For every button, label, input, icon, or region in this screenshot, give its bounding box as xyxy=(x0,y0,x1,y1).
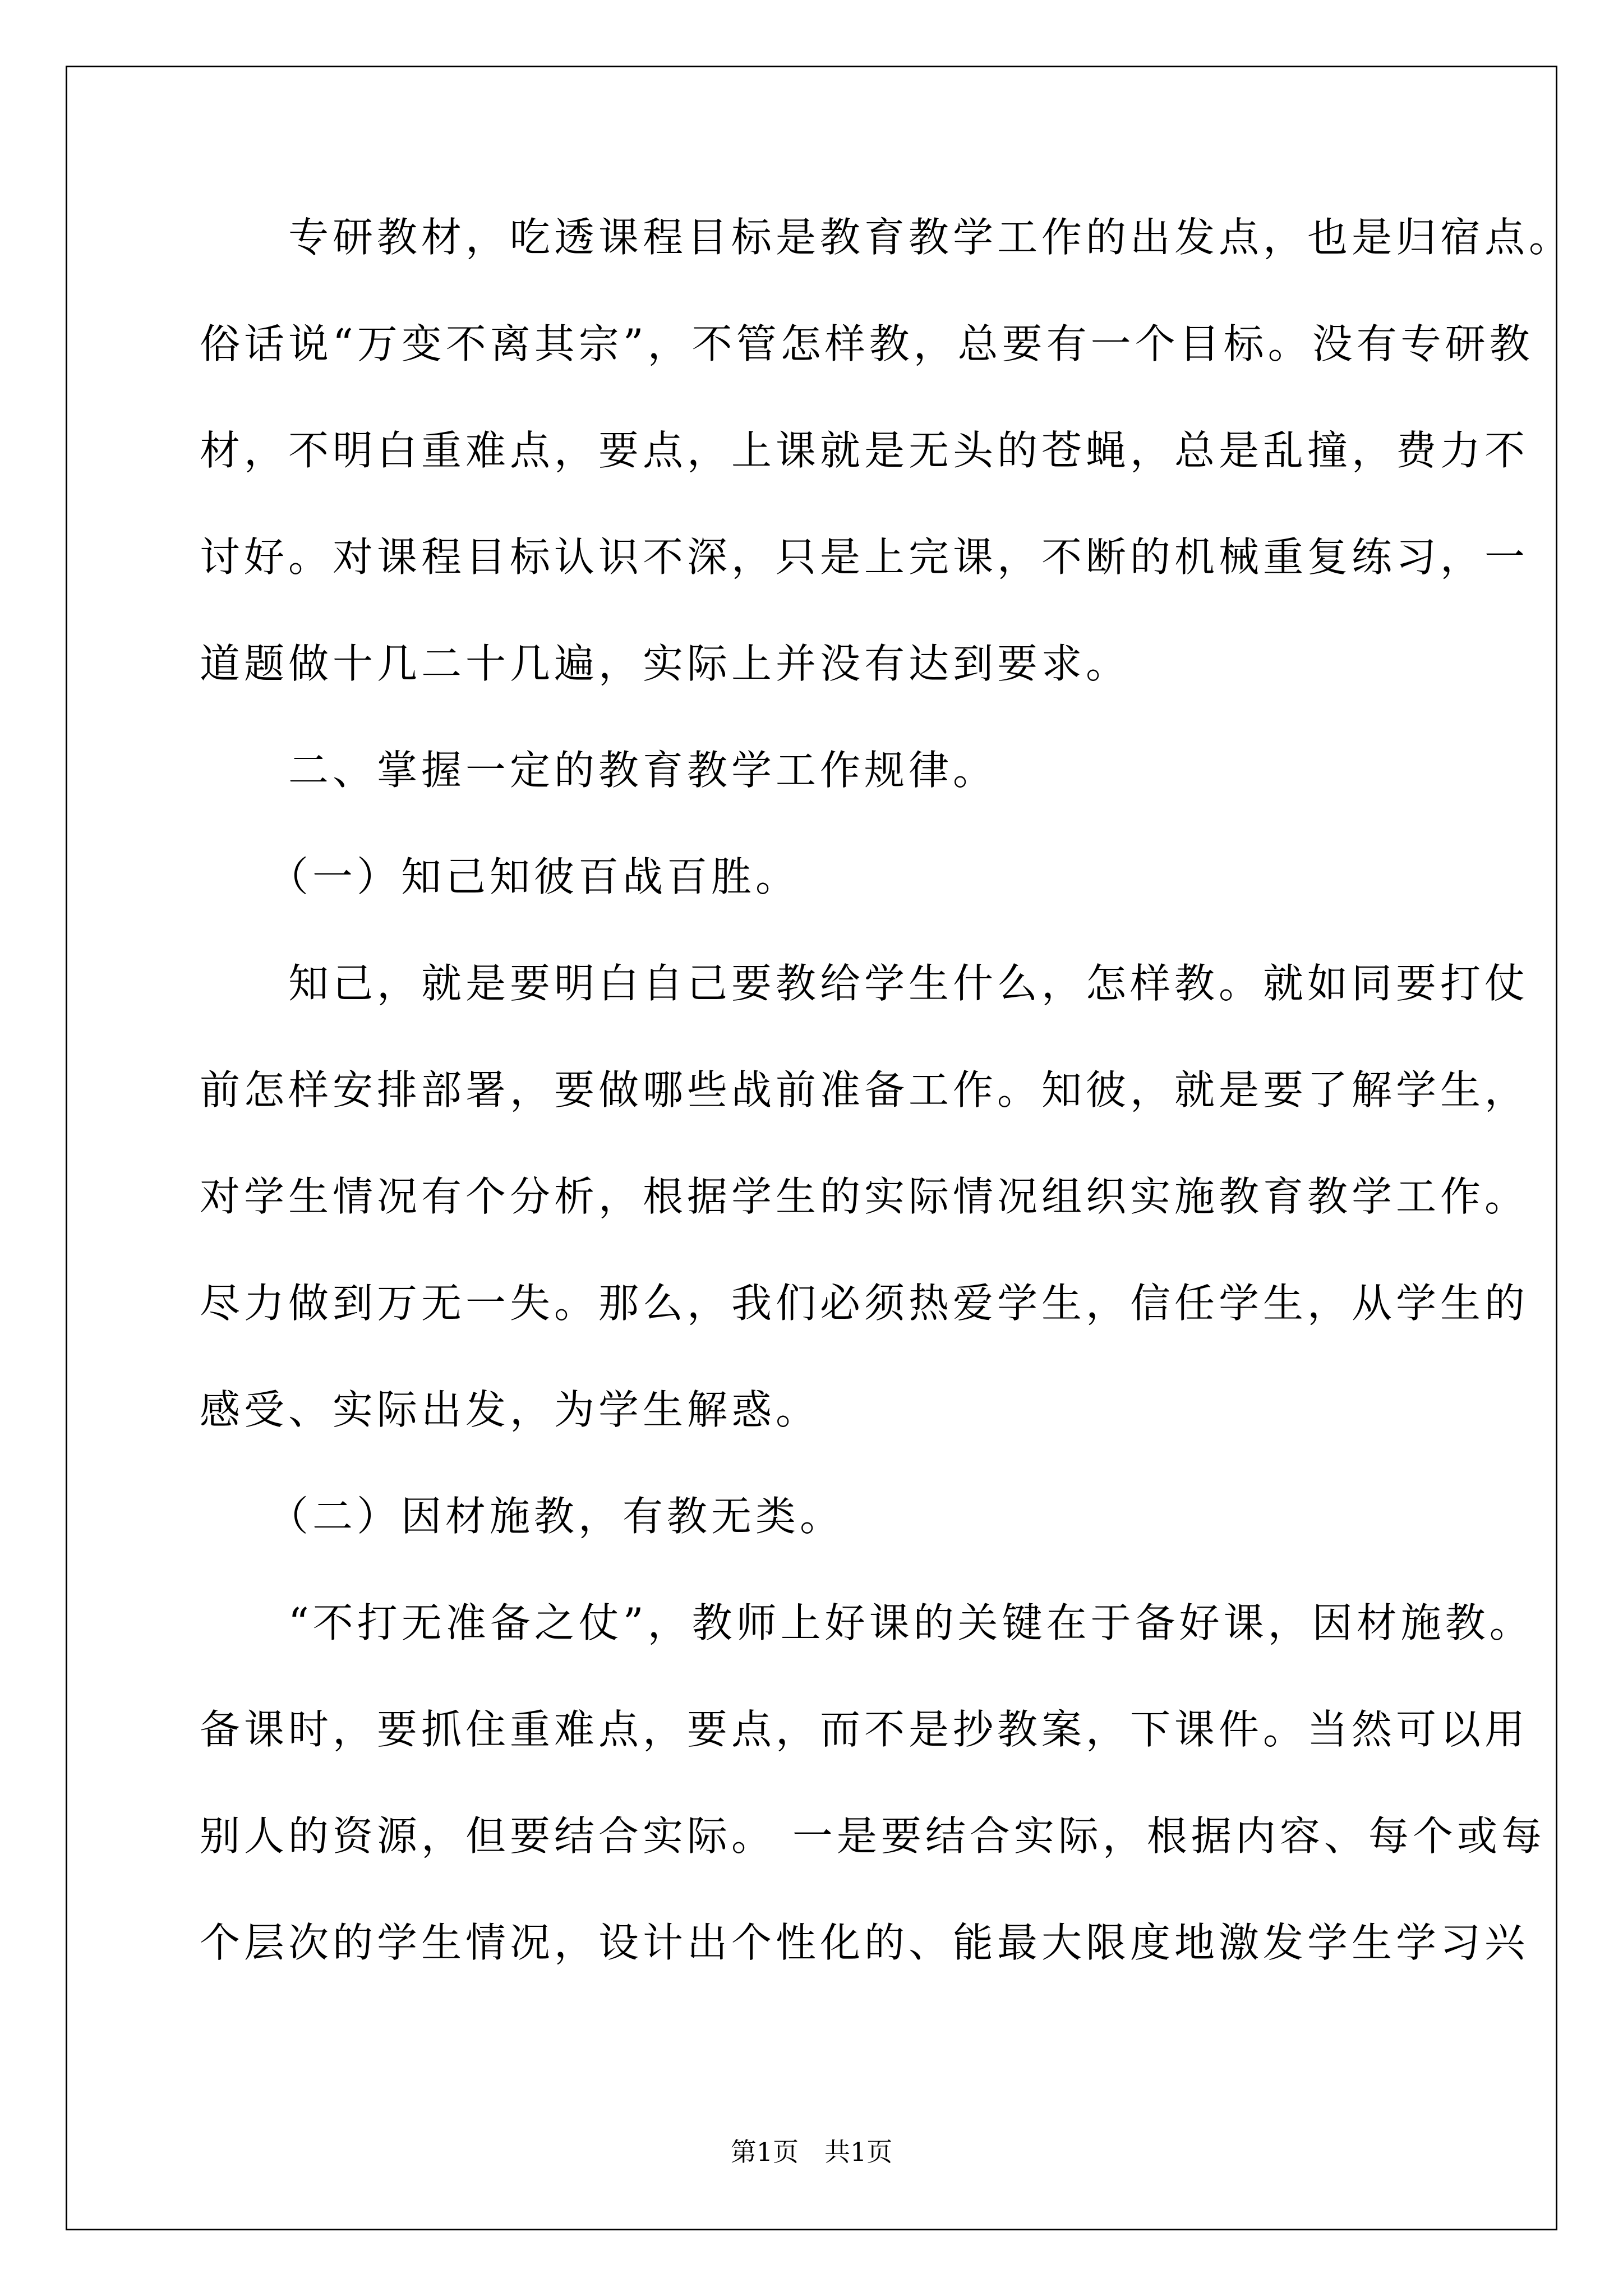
body-text-line: 备课时，要抓住重难点，要点，而不是抄教案，下课件。当然可以用 xyxy=(200,1706,1529,1753)
body-text-line: 个层次的学生情况，设计出个性化的、能最大限度地激发学生学习兴 xyxy=(200,1919,1529,1966)
body-text-line: 尽力做到万无一失。那么，我们必须热爱学生，信任学生，从学生的 xyxy=(200,1280,1529,1327)
body-text-line: 专研教材，吃透课程目标是教育教学工作的出发点，也是归宿点。 xyxy=(200,214,1574,261)
body-text-line: 知己，就是要明白自己要教给学生什么，怎样教。就如同要打仗 xyxy=(200,960,1529,1007)
body-text-line: 讨好。对课程目标认识不深，只是上完课，不断的机械重复练习，一 xyxy=(200,533,1529,581)
body-text-line: 前怎样安排部署，要做哪些战前准备工作。知彼，就是要了解学生， xyxy=(200,1066,1529,1114)
body-text-line: 道题做十几二十几遍，实际上并没有达到要求。 xyxy=(200,640,1131,687)
body-text-line: 别人的资源，但要结合实际。 一是要结合实际，根据内容、每个或每 xyxy=(200,1812,1546,1860)
body-text-line: “不打无准备之仗”，教师上好课的关键在于备好课，因材施教。 xyxy=(200,1599,1534,1646)
body-text-line: 对学生情况有个分析，根据学生的实际情况组织实施教育教学工作。 xyxy=(200,1173,1529,1220)
section-heading: 二、掌握一定的教育教学工作规律。 xyxy=(200,747,998,794)
page-footer: 第1页 共1页 xyxy=(730,2137,893,2167)
subsection-heading: （二）因材施教，有教无类。 xyxy=(200,1493,845,1540)
body-text-line: 材，不明白重难点，要点，上课就是无头的苍蝇，总是乱撞，费力不 xyxy=(200,427,1529,474)
body-text-line: 俗话说“万变不离其宗”，不管怎样教，总要有一个目标。没有专研教 xyxy=(200,320,1534,367)
page-border xyxy=(66,66,1557,2230)
subsection-heading: （一）知己知彼百战百胜。 xyxy=(200,853,800,900)
body-text-line: 感受、实际出发，为学生解惑。 xyxy=(200,1386,820,1433)
